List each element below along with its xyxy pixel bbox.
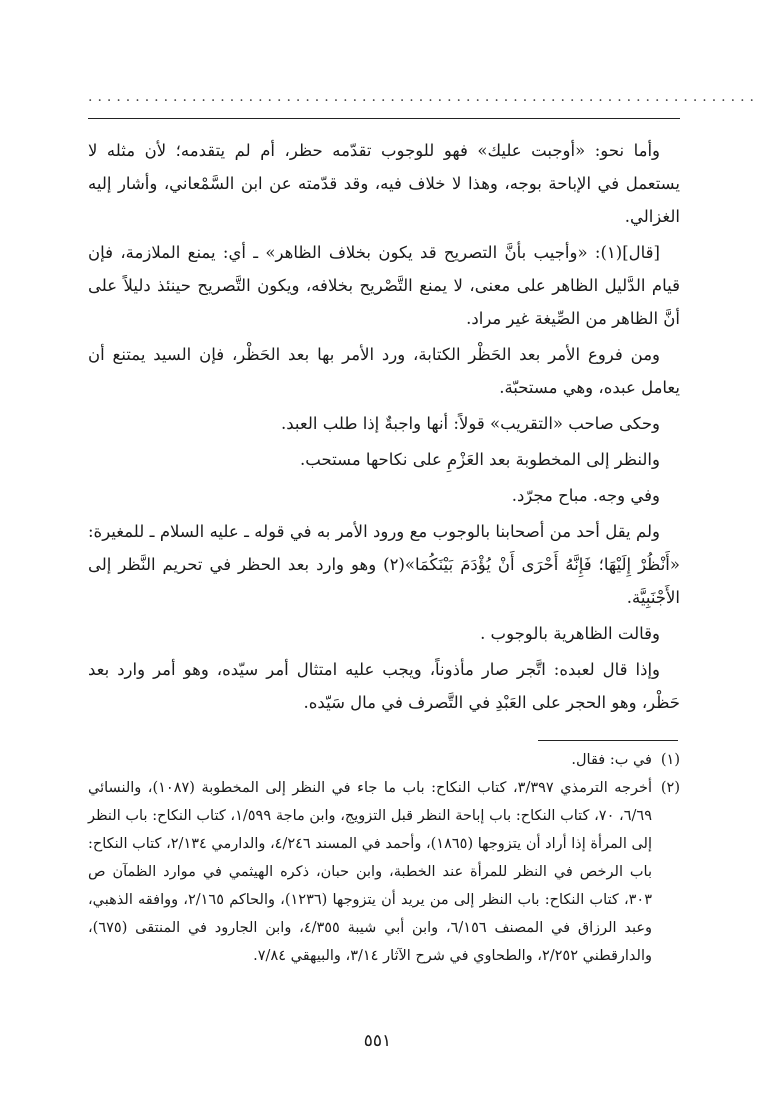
footnote-number: (٢) <box>660 780 680 796</box>
paragraph: ومن فروع الأمر بعد الحَظْر الكتابة، ورد الأمر بها بعد الحَظْر، فإن السيد يمتنع أن يعامل عبده، وهي مستحبّة. <box>88 345 680 397</box>
footnote-item <box>88 746 680 774</box>
paragraph: وأما نحو: «أوجبت عليك» فهو للوجوب تقدّمه حظر، أم لم يتقدمه؛ لأن مثله لا يستعمل في الإباحة بوجه، وهذا لا خلاف فيه، وقد قدّمته عن ابن السَّمْعاني، وأشار إليه الغزالي. <box>88 141 680 226</box>
paragraph: وحكى صاحب «التقريب» قولاً: أنها واجبةٌ إذا طلب العبد. <box>281 414 660 433</box>
paragraph: [قال](١): «وأجيب بأنَّ التصريح قد يكون بخلاف الظاهر» ـ أي: يمنع الملازمة، فإن قيام الدَّليل الظاهر على معنى، لا يمنع التَّصْريح بخلافه، ويكون التَّصريح حينئذ دليلاً على أنَّ الظاهر من الصِّيغة غير مراد. <box>88 243 680 328</box>
header-rule <box>88 118 680 119</box>
footnote-text: أخرجه الترمذي ٣/٣٩٧، كتاب النكاح: باب ما جاء في النظر إلى المخطوبة (١٠٨٧)، والنسائي ٦/٦٩، ٧٠، كتاب النكاح: باب إباحة النظر قبل التزويج، وابن ماجة ١/٥٩٩، كتاب النكاح: باب النظر إلى المرأة إذا أراد أن يتزوجها (١٨٦٥)، وأحمد في المسند ٤/٢٤٦، والدارمي ٢/١٣٤، كتاب النكاح: باب الرخص في النظر للمرأة عند الخطبة، وابن حبان، ذكره الهيثمي في موارد الظمآن ص ٣٠٣، كتاب النكاح: باب النظر إلى من يريد أن يتزوجها (١٢٣٦)، والحاكم ٢/١٦٥، ووافقه الذهبي، وعبد الرزاق في المصنف ٦/١٥٦، وابن أبي شيبة ٤/٣٥٥، وابن الجارود في المنتقى (٦٧٥)، والدارقطني ٢/٢٥٢، والطحاوي في شرح الآثار ٣/١٤، والبيهقي ٧/٨٤. <box>88 780 652 964</box>
footnote-item <box>88 774 680 970</box>
footnote-separator <box>538 740 678 741</box>
paragraph: وقالت الظاهرية بالوجوب . <box>480 624 660 643</box>
header-dotted-line: ....................................................................... <box>88 89 759 105</box>
paragraph: ولم يقل أحد من أصحابنا بالوجوب مع ورود الأمر به في قوله ـ عليه السلام ـ للمغيرة: «أَنْظُرْ إِلَيْهَا؛ فَإِنَّهُ أَحْرَى أَنْ يُؤْدَمَ بَيْنَكُمَا»(٢) وهو وارد بعد الحظر في تحريم النَّظر إلى الأَجْنَبِيَّة. <box>88 522 680 607</box>
main-text <box>88 134 680 722</box>
footnote-text: في ب: فقال. <box>571 752 652 768</box>
paragraph: وفي وجه. مباح مجرّد. <box>511 486 660 505</box>
paragraph: والنظر إلى المخطوبة بعد العَزْمِ على نكاحها مستحب. <box>300 450 660 469</box>
footnote-number: (١) <box>660 752 680 768</box>
paragraph: وإذا قال لعبده: اتَّجر صار مأذوناً، ويجب عليه امتثال أمر سيّده، وهو أمر وارد بعد حَظْر، وهو الحجر على العَبْدِ في التَّصرف في مال سَيّده. <box>88 660 680 712</box>
page-number: ٥٥١ <box>363 1031 392 1051</box>
footnotes <box>88 746 680 970</box>
